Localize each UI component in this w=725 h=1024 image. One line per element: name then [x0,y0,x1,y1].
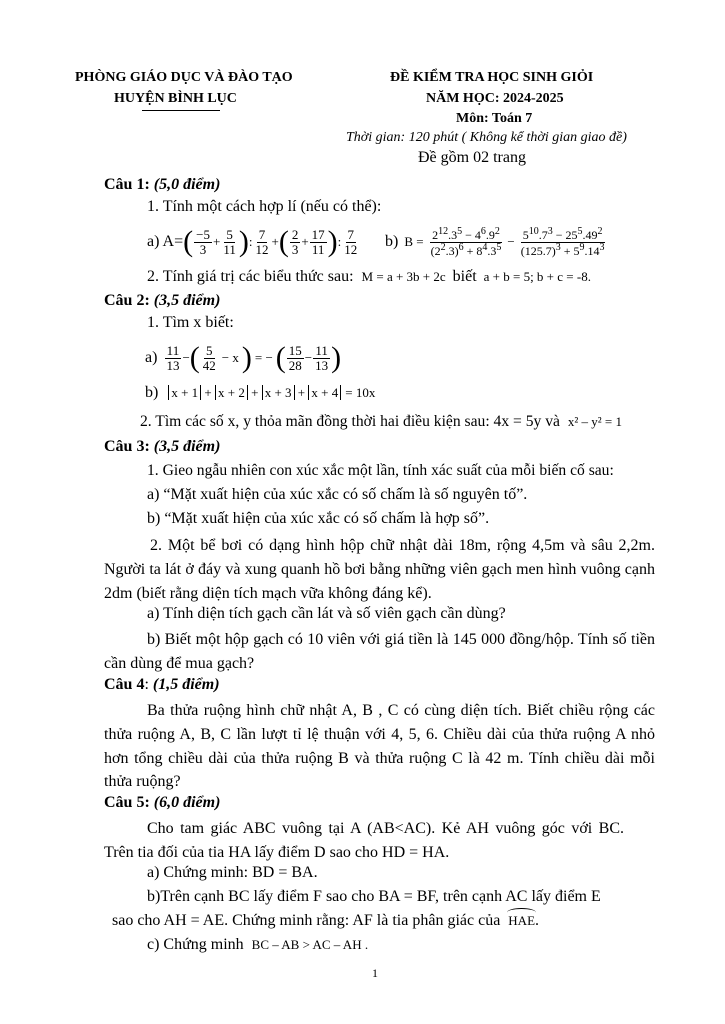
q1-p2-cond: a + b = 5; b + c = -8. [483,269,591,284]
q2-b-term4: x + 4 [308,385,341,400]
q2-part2 [140,413,622,431]
q2-b-rhs: = 10x [345,385,376,400]
header-underline [142,110,220,111]
q1-b-label: b) [385,233,399,250]
q2-b-term2: x + 2 [215,385,248,400]
q3-line5: a) Tính diện tích gạch cần lát và số viên gạch cần dùng? [147,605,506,622]
page-count: Đề gồm 02 trang [418,149,526,166]
q2-formula-a: a) $\frac{11}{13}$ − ( $\frac{5}{42}$ − x ) = − ( $\frac{15}{28}$ − $\frac{11}{13}$ ) [145,341,342,374]
q5-line1: Cho tam giác ABC vuông tại A (AB<AC). Kẻ AH vuông góc với BC. Trên tia đối của tia HA lấy điểm D sao cho HD = HA. [104,820,624,861]
q1-part2 [147,268,591,286]
q5-title: Câu 5: [104,794,150,811]
dept-name: PHÒNG GIÁO DỤC VÀ ĐÀO TẠO [75,70,293,85]
q5-l5-text: c) Chứng minh [147,936,244,953]
q2-b-term3: x + 3 [262,385,295,400]
q3-line2: a) “Mặt xuất hiện của xúc xắc có số chấm là số nguyên tố”. [147,486,528,503]
q5-l4-end: . [535,912,540,929]
q1-formula-a: a) A= ( $\frac{-5}{3}$ + $\frac{5}{11}$ ) : $\frac{7}{12}$ + ( $\frac{2}{3}$ + $\frac{17}{11}$ ) : $\frac{7}{12}$ [147,225,358,258]
q1-a-label: a) A= [147,233,184,250]
q5-line5 [147,936,368,954]
q3-line1: 1. Gieo ngẫu nhiên con xúc xắc một lần, tính xác suất của mỗi biến cố sau: [147,462,614,479]
q2-points: (3,5 điểm) [153,292,221,309]
q3-line4: 2. Một bể bơi có dạng hình hộp chữ nhật dài 18m, rộng 4,5m và sâu 2,2m. Người ta lát ở đáy và xung quanh hồ bơi bằng những viên gạch men hình vuông cạnh 2dm (biết rằng diện tích mạch vữa không đáng kể). [104,537,655,602]
q4-heading [104,676,220,694]
q1-p2-text: 2. Tính giá trị các biểu thức sau: [147,268,354,285]
q2-heading [104,292,220,310]
q2-title: Câu 2: [104,292,150,309]
q1-p2-mid: biết [452,268,477,285]
q5-angle-hae: HAE [508,913,536,928]
time-limit: Thời gian: 120 phút ( Không kể thời gian giao đề) [346,130,627,145]
district-name: HUYỆN BÌNH LỤC [114,91,237,106]
q5-heading [104,794,220,812]
q5-line4 [112,912,539,930]
page-number: 1 [372,966,378,980]
q5-points: (6,0 điểm) [153,794,221,811]
q2-formula-b: b) x + 1 + x + 2 + x + 3 + x + 4 = 10x [145,384,376,401]
q4-title: Câu 4 [104,676,145,693]
q4-colon: : [144,676,149,693]
q5-l5-expr: BC – AB > AC – AH . [251,937,369,952]
q1-p2-expr: M = a + 3b + 2c [361,269,446,284]
q2-a-label: a) [145,349,158,366]
q5-l4-text: sao cho AH = AE. Chứng minh rằng: AF là tia phân giác của [112,912,501,929]
q2-b-label: b) [145,384,159,401]
exam-title: ĐỀ KIỂM TRA HỌC SINH GIỎI [390,70,594,85]
q2-p2-expr: x² – y² = 1 [567,414,622,429]
q2-b-term1: x + 1 [168,385,201,400]
school-year: NĂM HỌC: 2024-2025 [426,91,564,106]
q1-part1: 1. Tính một cách hợp lí (nếu có thể): [147,198,382,215]
q1-heading [104,176,220,194]
q2-part1: 1. Tìm x biết: [147,314,234,331]
subject: Môn: Toán 7 [456,111,533,126]
q1-formula-b: b) B = $\frac{2^{12}.3^5 - 4^6.9^2}{(2^2.3)^6 + 8^4.3^5}$ − $\frac{5^{10}.7^3 - 25^5.49^2}{(125.7)^3 + 5^9.14^3}$ [385,225,605,258]
q4-text: Ba thửa ruộng hình chữ nhật A, B , C có cùng diện tích. Biết chiều rộng các thửa ruộng A, B, C lần lượt tỉ lệ thuận với 4, 5, 6. Chiều dài của thửa ruộng A nhỏ hơn tổng chiều dài của thửa ruộng B và thửa ruộng C là 42 m. Tính chiều dài mỗi thửa ruộng? [104,702,655,791]
q3-title: Câu 3: [104,438,150,455]
q3-points: (3,5 điểm) [153,438,221,455]
q1-title: Câu 1: [104,176,150,193]
q2-p2-text: 2. Tìm các số x, y thỏa mãn đồng thời hai điều kiện sau: 4x = 5y và [140,413,560,430]
q5-line2: a) Chứng minh: BD = BA. [147,864,318,881]
q4-points: (1,5 điểm) [152,676,220,693]
q1-points: (5,0 điểm) [153,176,221,193]
q3-line3: b) “Mặt xuất hiện của xúc xắc có số chấm là hợp số”. [147,510,490,527]
q3-heading [104,438,220,456]
q3-line6: b) Biết một hộp gạch có 10 viên với giá tiền là 145 000 đồng/hộp. Tính số tiền cần dùng để mua gạch? [104,631,655,672]
q1-b-var: B = [404,234,424,249]
q5-line3: b)Trên cạnh BC lấy điểm F sao cho BA = BF, trên cạnh AC lấy điểm E [147,888,601,905]
